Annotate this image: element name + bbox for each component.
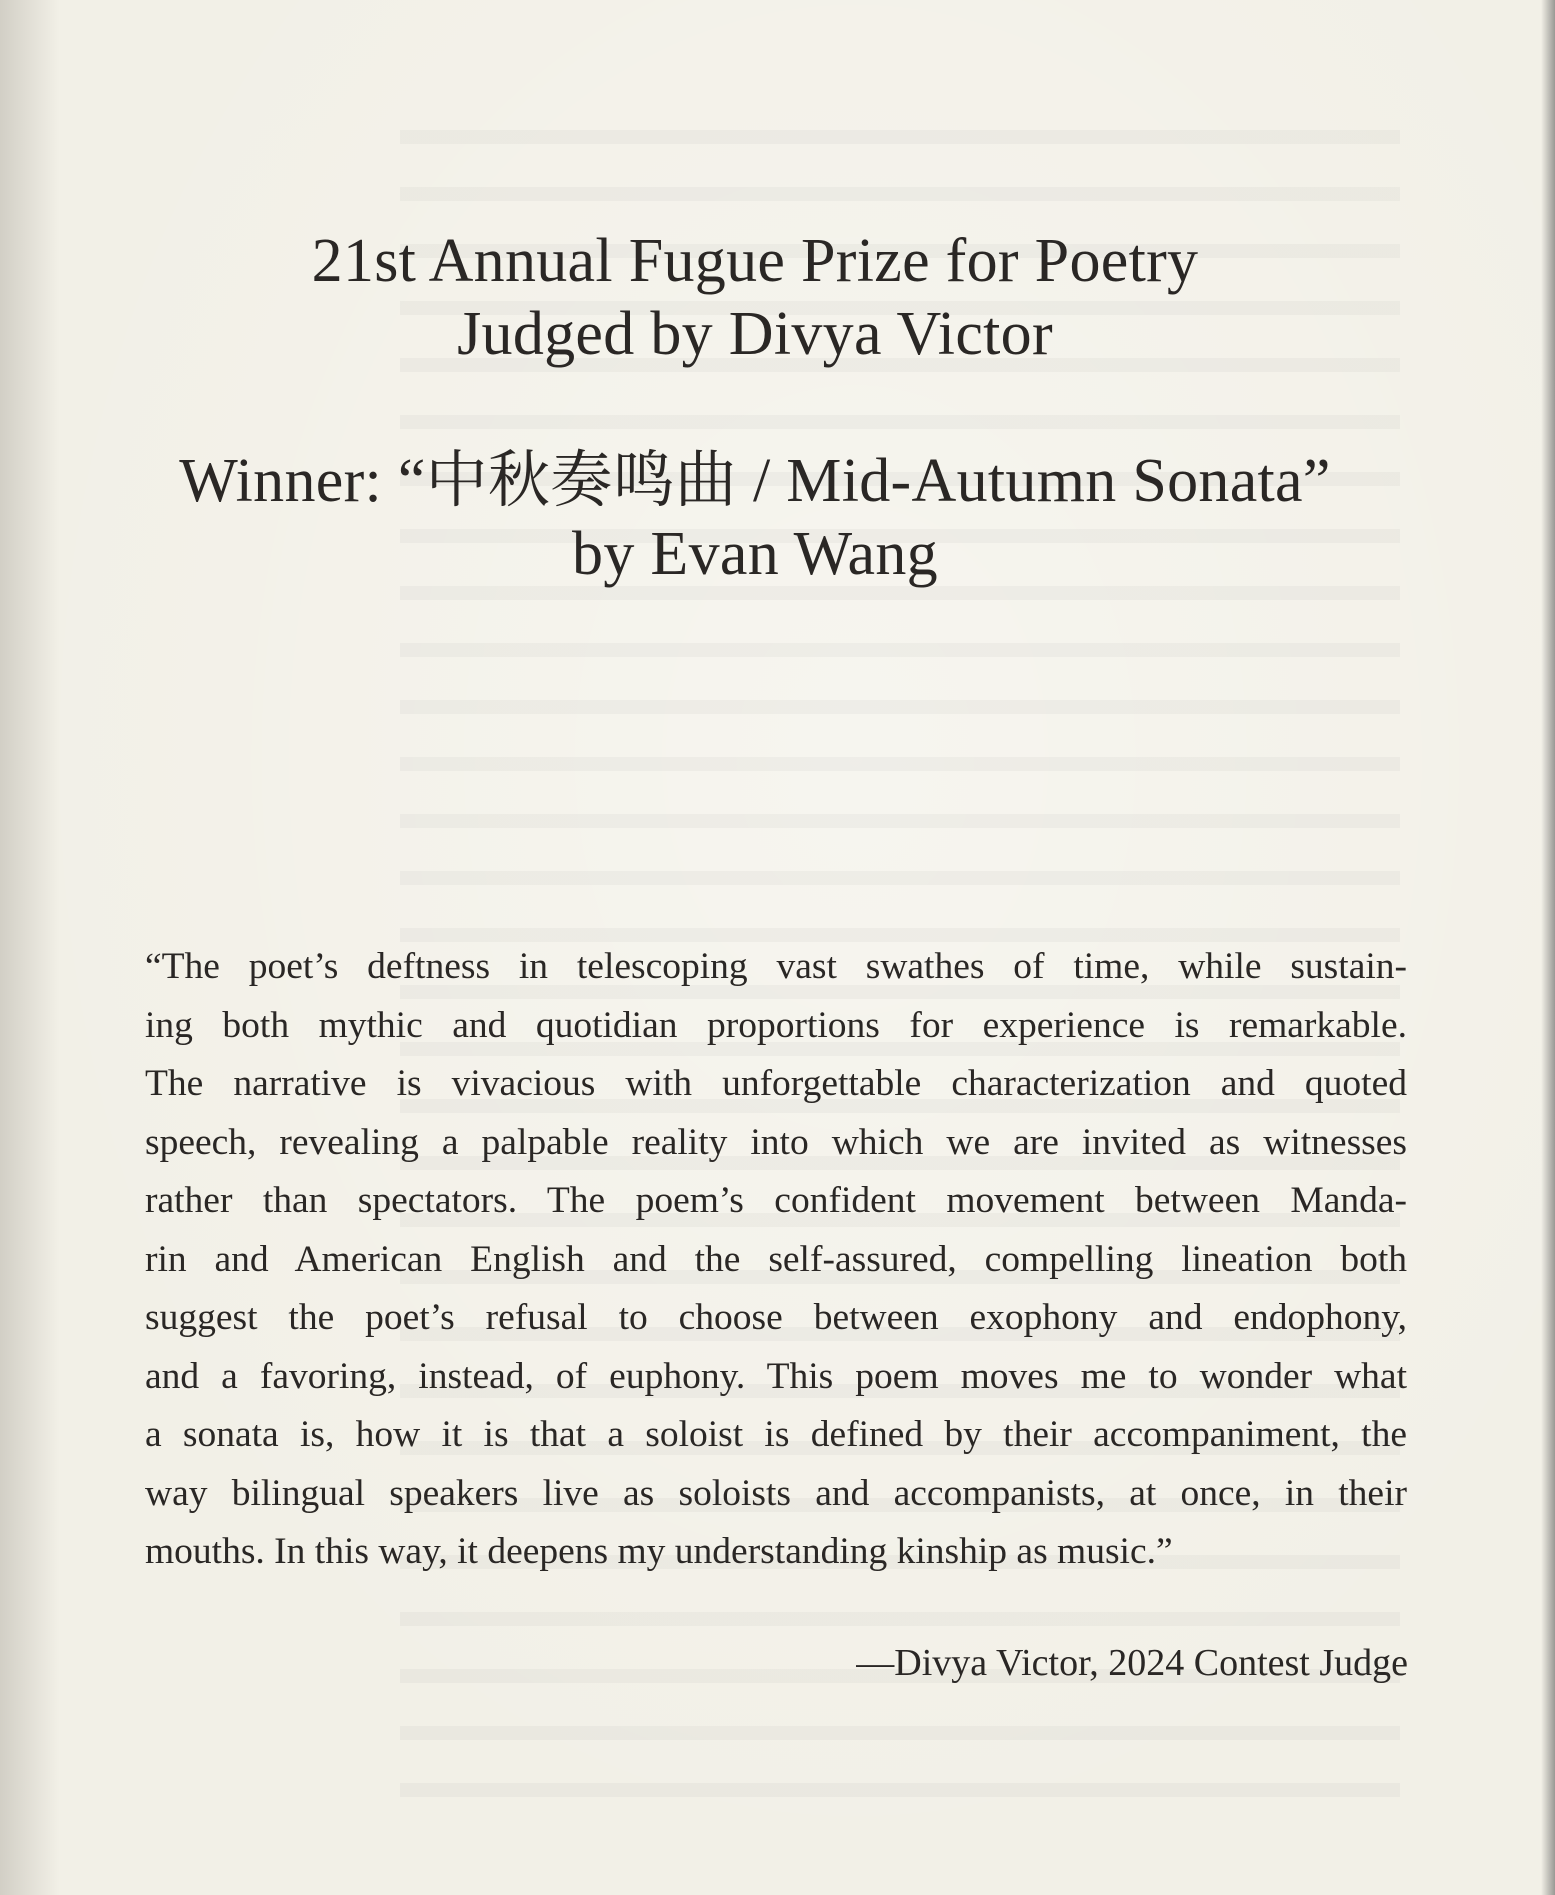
page-edge-shadow <box>1541 0 1555 1895</box>
quote-line: ing both mythic and quotidian proportions for experience is remarkable. <box>145 1004 1407 1046</box>
quote-line: speech, revealing a palpable reality into which we are invited as witnesses <box>145 1121 1407 1163</box>
quote-line: suggest the poet’s refusal to choose between exophony and endophony, <box>145 1297 1407 1338</box>
quote-line: rin and American English and the self-assured, compelling lineation both <box>145 1238 1407 1280</box>
prize-title: 21st Annual Fugue Prize for Poetry <box>311 227 1199 295</box>
winner-line: Winner: “中秋奏鸣曲 / Mid-Autumn Sonata” <box>179 447 1331 515</box>
judge-line: Judged by Divya Victor <box>457 300 1053 368</box>
quote-line: rather than spectators. The poem’s confident movement between Manda- <box>145 1180 1407 1221</box>
quote-line: a sonata is, how it is that a soloist is defined by their accompaniment, the <box>145 1414 1407 1455</box>
quote-line: “The poet’s deftness in telescoping vast swathes of time, while sustain- <box>145 946 1407 987</box>
quote-line: mouths. In this way, it deepens my understanding kinship as music.” <box>145 1531 1173 1572</box>
author-line: by Evan Wang <box>572 520 938 588</box>
attribution: —Divya Victor, 2024 Contest Judge <box>856 1642 1408 1684</box>
quote-line: way bilingual speakers live as soloists and accompanists, at once, in their <box>145 1472 1407 1514</box>
judge-quote <box>145 938 1407 1582</box>
quote-line: The narrative is vivacious with unforgettable characterization and quoted <box>145 1063 1407 1104</box>
quote-line: and a favoring, instead, of euphony. This poem moves me to wonder what <box>145 1355 1407 1397</box>
